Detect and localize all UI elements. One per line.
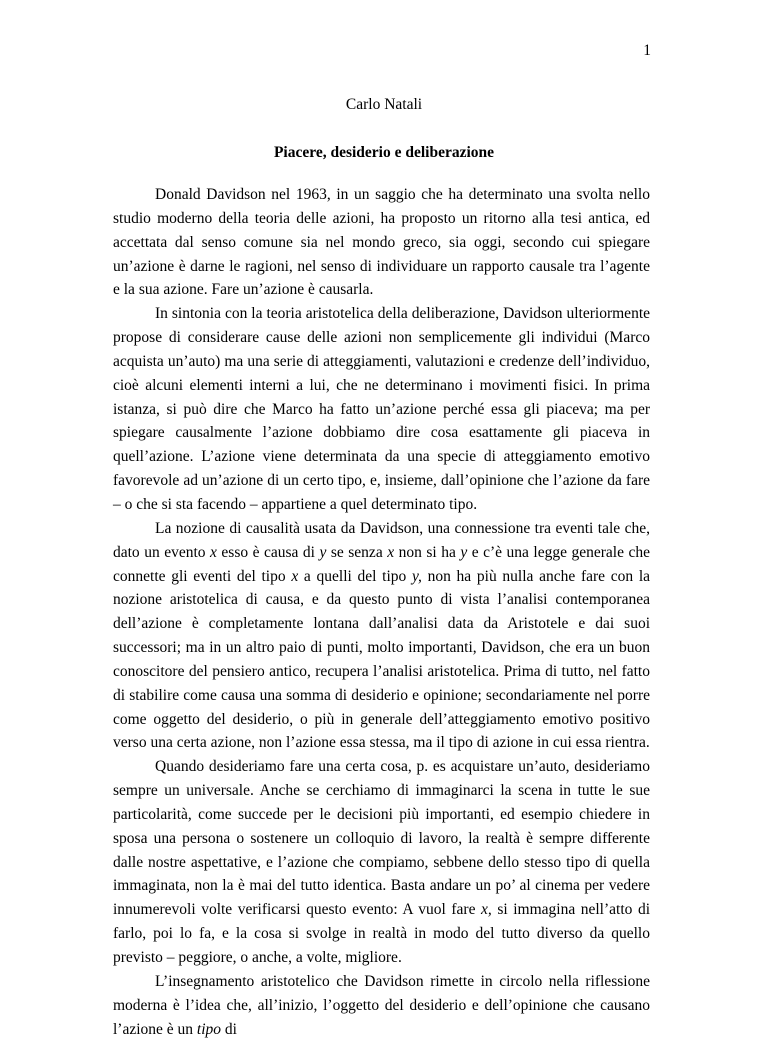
italic-text: x <box>291 567 299 585</box>
paragraph <box>113 755 650 970</box>
italic-text: x, <box>481 901 492 919</box>
paragraph <box>113 183 650 302</box>
text-run: La nozione di causalità usata da Davidson, una connessione tra eventi tale che, dato un evento <box>113 519 650 561</box>
italic-text: tipo <box>196 1020 222 1038</box>
paragraph <box>113 517 650 755</box>
text-run: non ha più nulla anche fare con la nozione aristotelica di causa, e da questo punto di vista l’analisi contemporanea dell’azione è completamente lontana dall’analisi data da Aristotele e dai suoi successori; ma in un altro paio di punti, molto importanti, Davidson, che era un buon conoscitore del pensiero antico, recupera l’analisi aristotelica. Prima di tutto, nel fatto di stabilire come causa una somma di desiderio e opinione; secondariamente nel porre come oggetto del desiderio, o più in generale dell’atteggiamento emotivo positivo verso una certa azione, non l’azione essa stessa, ma il tipo di azione in cui essa rientra. <box>113 567 651 752</box>
paragraph <box>113 302 650 517</box>
text-run: Quando desideriamo fare una certa cosa, p. es acquistare un’auto, desideriamo sempre un universale. Anche se cerchiamo di immaginarci la scena in tutte le sue particolarità, come succede per le decisioni più importanti, ed esempio chiedere in sposa una persona o sostenere un colloquio di lavoro, la realtà è sempre differente dalle nostre aspettative, e l’azione che compiamo, sebbene dello stesso tipo di quella immaginata, non la è mai del tutto identica. Basta andare un po’ al cinema per vedere innumerevoli volte verificarsi questo evento: A vuol fare <box>113 758 650 919</box>
document-title: Piacere, desiderio e deliberazione <box>273 144 495 161</box>
text-run: esso è causa di <box>216 543 320 561</box>
text-run: non si ha <box>394 543 461 561</box>
page-number: 1 <box>643 42 651 59</box>
italic-text: y, <box>411 567 422 585</box>
text-run: a quelli del tipo <box>298 567 412 585</box>
author-name: Carlo Natali <box>345 96 423 113</box>
italic-text: x <box>387 543 395 561</box>
italic-text: x <box>210 543 217 561</box>
text-run: si immagina nell’atto di farlo, poi lo fa, e la cosa si svolge in realtà in modo del tutto diverso da quello previsto – peggiore, o anche, a volte, migliore. <box>113 901 650 966</box>
text-run: Donald Davidson nel 1963, in un saggio che ha determinato una svolta nello studio moderno della teoria delle azioni, ha proposto un ritorno alla tesi antica, ed accettata dal senso comune sia nel mondo greco, sia oggi, secondo cui spiegare un’azione è darne le ragioni, nel senso di individuare un rapporto causale tra l’agente e la sua azione. Fare un’azione è causarla. <box>113 186 650 299</box>
text-run: di <box>221 1020 237 1038</box>
italic-text: y <box>319 543 327 561</box>
italic-text: y <box>460 543 468 561</box>
text-run: In sintonia con la teoria aristotelica della deliberazione, Davidson ulteriormente propose di considerare cause delle azioni non semplicemente gli individui (Marco acquista un’auto) ma una serie di atteggiamenti, valutazioni e credenze dell’individuo, cioè alcuni elementi interni a lui, che ne determinano i movimenti fisici. In prima istanza, si può dire che Marco ha fatto un’azione perché essa gli piaceva; ma per spiegare causalmente l’azione dobbiamo dire cosa esattamente gli piaceva in quell’azione. L’azione viene determinata da una specie di atteggiamento emotivo favorevole ad un’azione di un certo tipo, e, insieme, dall’opinione che l’azione da fare – o che si sta facendo – appartiene a quel determinato tipo. <box>113 305 650 513</box>
text-run: se senza <box>326 543 388 561</box>
text-run: L’insegnamento aristotelico che Davidson rimette in circolo nella riflessione moderna è l’idea che, all’inizio, l’oggetto del desiderio e dell’opinione che causano l’azione è un <box>113 972 650 1038</box>
text-run: e c’è una legge generale che connette gli eventi del tipo <box>113 543 650 585</box>
paragraph <box>113 970 650 1041</box>
document-body <box>113 183 650 1041</box>
